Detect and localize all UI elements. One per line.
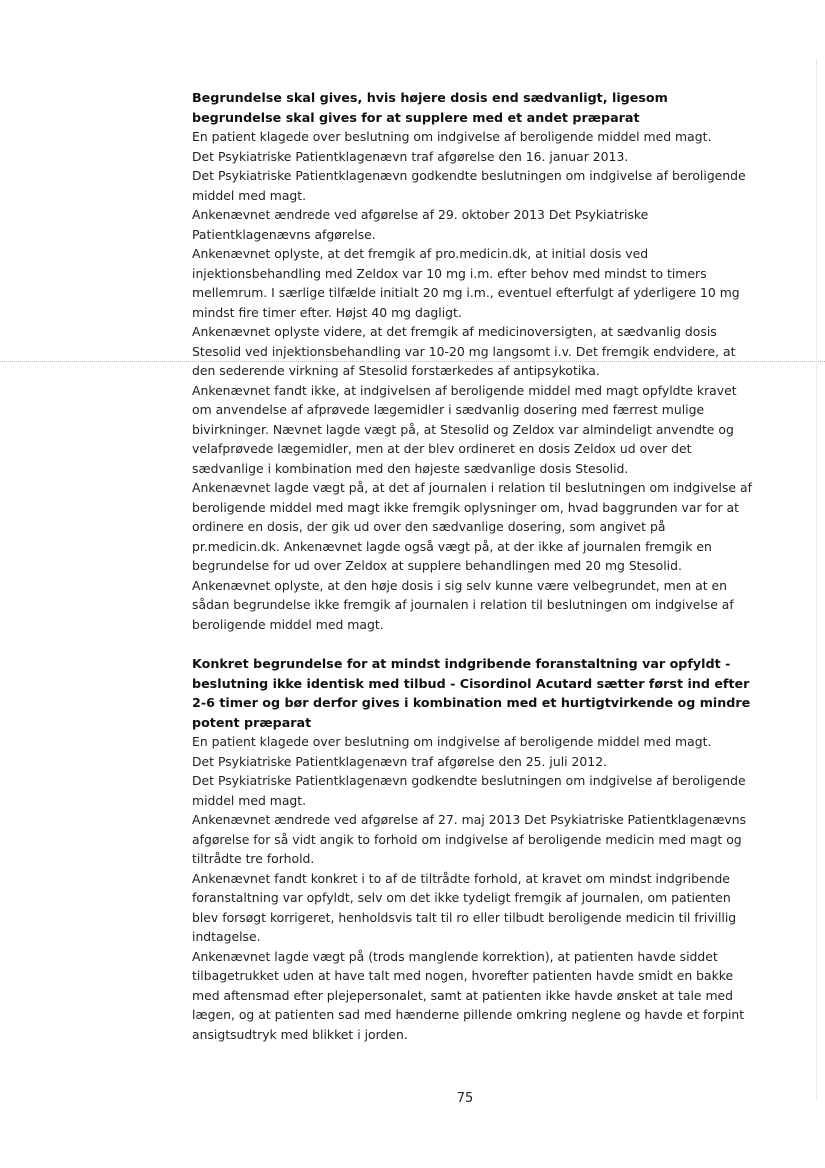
paragraph: Det Psykiatriske Patientklagenævn traf afgørelse den 16. januar 2013. [192, 148, 629, 164]
paragraph: Ankenævnet fandt ikke, at indgivelsen af beroligende middel med magt opfyldte kravet om anvendelse af afprøvede lægemidler i sædvanlig dosering med færrest mulige bivirkninger. Nævnet lagde vægt på, at Stesolid og Zeldox var almindeligt anvendte og velafprøvede lægemidler, men at der blev ordineret en dosis Zeldox ud over det sædvanlige i kombination med den højeste sædvanlige dosis Stesolid. [192, 382, 737, 476]
paragraph: En patient klagede over beslutning om indgivelse af beroligende middel med magt. [192, 734, 712, 749]
paragraph: Ankenævnet ændrede ved afgørelse af 29. oktober 2013 Det Psykiatriske Patientklagenævns afgørelse. [192, 207, 649, 242]
paragraph: Ankenævnet ændrede ved afgørelse af 27. maj 2013 Det Psykiatriske Patientklagenævns afgørelse for så vidt angik to forhold om indgivelse af beroligende medicin med magt og tiltrådte tre forhold. [192, 812, 747, 866]
paragraph: Ankenævnet oplyste videre, at det fremgik af medicinoversigten, at sædvanlig dosis Stesolid ved injektionsbehandling var 10-20 mg langsomt i.v. Det fremgik endvidere, at den sederende virkning af Stesolid forstærkedes af antipsykotika. [192, 324, 736, 378]
section-heading: Konkret begrundelse for at mindst indgribende foranstaltning var opfyldt - beslutning ikke identisk med tilbud - Cisordinol Acutard sætter først ind efter 2-6 timer og bør derfor gives i kombination med et hurtigtvirkende og mindre potent præparat [192, 656, 751, 730]
paragraph: Ankenævnet oplyste, at den høje dosis i sig selv kunne være velbegrundet, men at en sådan begrundelse ikke fremgik af journalen i relation til beslutningen om indgivelse af beroligende middel med magt. [192, 577, 734, 632]
paragraph: Ankenævnet lagde vægt på, at det af journalen i relation til beslutningen om indgivelse af beroligende middel med magt ikke fremgik oplysninger om, hvad baggrunden var for at ordinere en dosis, der gik ud over den sædvanlige dosering, som angivet på pr.medicin.dk. Ankenævnet lagde også vægt på, at der ikke af journalen fremgik en begrundelse for ud over Zeldox at supplere behandlingen med 20 mg Stesolid. [192, 480, 752, 573]
paragraph: Ankenævnet oplyste, at det fremgik af pro.medicin.dk, at initial dosis ved injektionsbehandling med Zeldox var 10 mg i.m. efter behov med mindst to timers mellemrum. I særlige tilfælde initialt 20 mg i.m., eventuel efterfulgt af yderligere 10 mg mindst fire timer efter. Højst 40 mg dagligt. [192, 246, 740, 320]
scan-margin-specks [816, 60, 819, 1100]
paragraph: En patient klagede over beslutning om indgivelse af beroligende middel med magt. [192, 129, 712, 144]
paragraph: Ankenævnet fandt konkret i to af de tiltrådte forhold, at kravet om mindst indgribende foranstaltning var opfyldt, selv om det ikke tydeligt fremgik af journalen, om patienten blev forsøgt korrigeret, henholdsvis talt til ro eller tilbudt beroligende medicin til frivillig indtagelse. [192, 870, 737, 944]
paragraph: Det Psykiatriske Patientklagenævn godkendte beslutningen om indgivelse af beroligende middel med magt. [192, 168, 746, 203]
paragraph: Det Psykiatriske Patientklagenævn godkendte beslutningen om indgivelse af beroligende middel med magt. [192, 773, 746, 808]
section-least-intrusive-measure [192, 654, 752, 1044]
section-heading: Begrundelse skal gives, hvis højere dosis end sædvanligt, ligesom begrundelse skal gives for at supplere med et andet præparat [192, 90, 668, 125]
page-number: 75 [456, 1091, 474, 1106]
paragraph: Ankenævnet lagde vægt på (trods manglende korrektion), at patienten havde siddet tilbagetrukket uden at have talt med nogen, hvorefter patienten havde smidt en bakke med aftensmad efter plejepersonalet, samt at patienten ikke havde ønsket at tale med lægen, og at patienten sad med hænderne pillende omkring neglene og havde et forpint ansigtsudtryk med blikket i jorden. [192, 948, 745, 1042]
section-dosage-justification [192, 88, 752, 634]
paragraph: Det Psykiatriske Patientklagenævn traf afgørelse den 25. juli 2012. [192, 753, 608, 769]
